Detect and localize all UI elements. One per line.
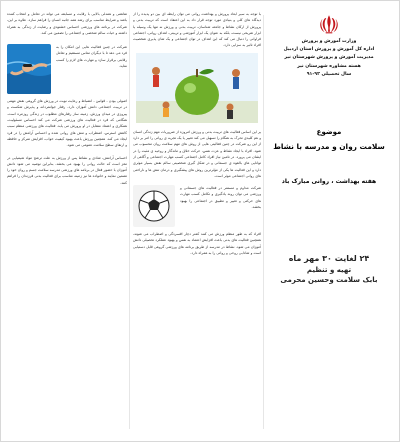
topic-label: موضوع [316, 128, 342, 137]
iran-emblem [267, 13, 391, 35]
middle-paragraph-tail: افراد که به طور منظم ورزش می کنند کمتر دچار افسردگی و اضطراب می شوند، همچنین فعالیت های بدنی باعث افزایش اعتماد به نفس و بهبود عملکرد تحصیلی دانش آموزان می شود. نشاط در مدرسه از طریق برنامه های ورزشی گروهی قابل دستیابی است و شادابی روحی و روانی را به همراه دارد. [133, 232, 261, 256]
football-photo [133, 185, 175, 227]
left-paragraph-top: تفاهمی و همدلی بالایی با رقابت و مسابقه می تواند در تعامل و انتخاب کننده باشد و شرایط مناسب برای رشد همه جانبه انسان را فراهم سازد. علاوه بر این، شرکت در برنامه های ورزشی احساس خشنودی و رضایت از زندگی به همراه داشته و حیات سالم شخصی و اجتماعی را تضمین می کند. [7, 12, 127, 35]
header-lines [267, 38, 391, 79]
ball-row [133, 185, 261, 227]
header-ministry: وزارت آموزش و پرورش [301, 39, 357, 44]
title-block [267, 127, 391, 187]
header-counseling-core: هسته مشاوره شهرستان نیر [297, 63, 361, 69]
left-paragraph-bottom: احساس آرامش، شادی و نشاط پس از ورزش به علت ترشح مواد شیمیایی در مغز است که حالت روانی را بهبود می بخشد. بنابراین توصیه می شود دانش آموزان با حضور فعال در برنامه های ورزشی مدرسه سلامت جسم و روان خود را تضمین نمایند و خانواده ها نیز زمینه مناسب برای فعالیت بدنی فرزندان را فراهم کنند. [7, 155, 127, 185]
left-panel [7, 11, 127, 435]
apple-sports-photo [136, 53, 258, 123]
swim-row [7, 44, 127, 94]
header-province-office: اداره کل آموزش و پرورش استان اردبیل [283, 47, 375, 53]
authors: بابک سلامت وحسین محرمی [280, 276, 378, 285]
week-line: هفته بهداشت ، روانی مبارک باد [281, 178, 377, 186]
emblem-icon [318, 13, 340, 35]
fold-divider [129, 15, 130, 429]
cover-panel [267, 11, 391, 435]
middle-paragraph-top: با توجه به سیر ابعاد پرورش و بهداشت روانی می توان رابطه ای بین دو پدیده را از دیدگاه های کلی و بنیادی مورد توجه قرار داد به این اعتقاد است که تربیت بدنی و پرورش از ارکان نشاط و جامعه شناسان، تربیت بدنی و ورزش نه تنها یک وسیله یا ابزار تفریحی نیست، بلکه به عنوان یک ابزار آموزشی و تربیتی، اهداف روانی، اجتماعی فراوانی را دنبال می کند که این اهداف در توان اجتماعی و یک شان پذیری شخصیت افراد تاثیر به سزایی دارد. [133, 12, 261, 48]
header-school-year: سال تحصیلی ۹۲-۹۱ [306, 71, 352, 77]
prepared-by-label: تهیه و تنظیم [306, 266, 352, 275]
middle-panel [133, 11, 261, 435]
swimmer-photo [7, 44, 51, 94]
fold-divider [263, 15, 264, 429]
header-county-office: مدیریت آموزش و پرورش شهرستان نیر [284, 55, 374, 61]
date-line: ۲۴ لغایت ۳۰ مهر ماه [288, 254, 370, 264]
left-paragraph-mid: اصولی بودن ، قوانین ، انضباط و رعایت نوبت در ورزش های گروهی نقش مهمی در تربیت اجتماعی دانش آموزان دارد. رفتار جوانمردانه و پذیرش شکست و پیروزی در میدان ورزش، زمینه ساز رفتارهای مطلوب در زندگی روزمره است. هنگامی که فرد در فعالیت های ورزشی شرکت می کند احساس مسئولیت، همکاری و اعتماد متقابل در او پرورش می یابد. فعالیت های ورزشی منظم سبب کاهش استرس، اضطراب و تنش های روانی شده و احساس آرامش را در فرد ایجاد می کند. همچنین ورزش باعث بهبود کیفیت خواب، افزایش تمرکز و حافظه و ارتقای سطح سلامت عمومی می شود. [7, 99, 127, 148]
middle-paragraph-side: شرکت مداوم و مستمر در فعالیت های جسمانی و ورزشی می توان روند یادگیری و تکامل کسب مهارت های حرکتی و تغییر و تطبیق در اجتماعی را بهبود بخشد. [180, 186, 261, 210]
brochure-title: سلامت روان و مدرسه با نشاط [273, 142, 385, 152]
middle-paragraph-bottom: یر این اساس فعالیت های تربیت بدنی و ورزش امروزه از ضروریات مهم زندگی انسان و هم کلیدی تحرک به هنگام را تسهیل می کند تغییر یا یک تجربه ی روانی را امر بر دارد از این رو شرکت در چنین فعالیتی هایی از روش های مهم سلامت روان محسوب می شود. افراد با ایجاد نشاط و عزت نفس، حرکت خلاق و ماندگار و روحیه ی مثبت را در ایشان می پرورد. در تامین نیاز افراد کامل اجتماعی کسب مهارت اجتماعی و آگاهی از توانایی های بالقوه ی جسمانی و در شکل گیری شخصیتی سالم نقش بسیار موثری دارد و این فعالیت ها یکی از مؤثرترین روش های پیشگیری و درمان تنش ها و ناراحتی های روانی اجتماعی موثر است. [133, 129, 261, 178]
left-paragraph-swim: شرکت در چنین فعالیت هایی این امکان را به فرد می دهد تا با دیگران تماس مستقیم و تعامل رقابتی برقرار سازد و مهارت های لازم را کسب نماید. [56, 45, 127, 69]
